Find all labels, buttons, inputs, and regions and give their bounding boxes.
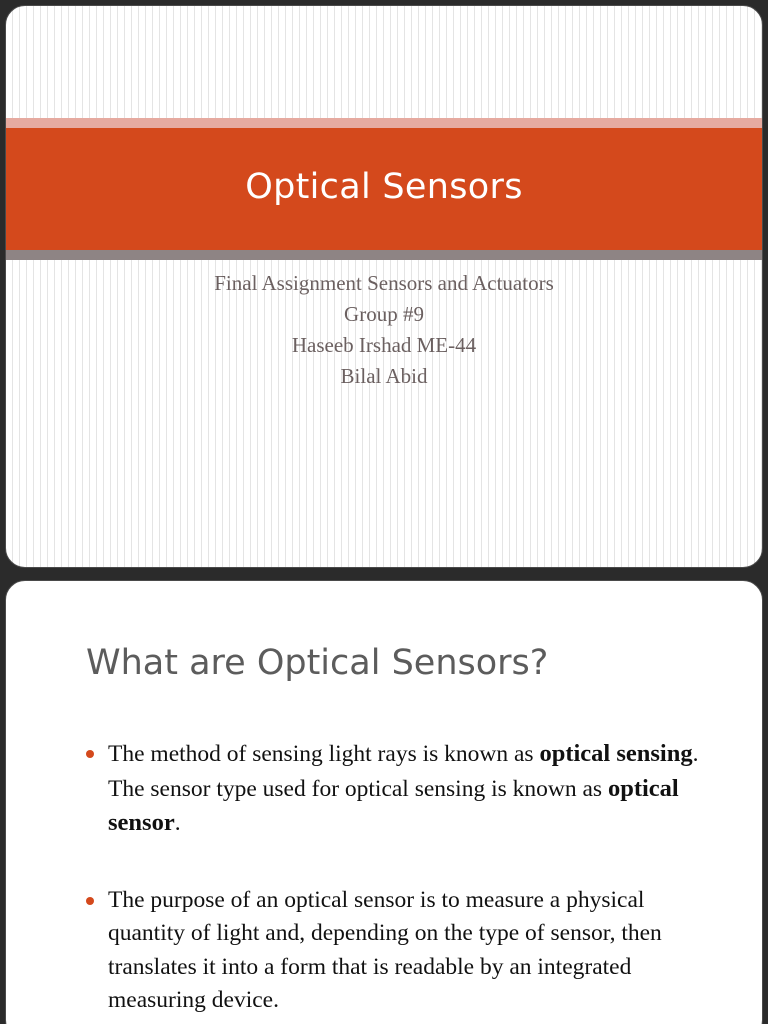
slide-heading: What are Optical Sensors?	[86, 643, 549, 683]
bullet-dot-icon	[86, 897, 94, 905]
bullet-item-purpose	[86, 884, 726, 1018]
bullet-item-definition	[86, 737, 726, 841]
bullet-text-part: The method of sensing light rays is known as	[108, 741, 540, 767]
bullet-dot-icon	[86, 750, 94, 758]
title-slide	[5, 5, 763, 568]
bold-term-optical-sensing: optical sensing	[539, 740, 693, 767]
subtitle-author-1: Haseeb Irshad ME-44	[291, 333, 477, 357]
subtitle-course: Final Assignment Sensors and Actuators	[214, 271, 554, 295]
title-band	[6, 128, 762, 250]
title-accent-stripe-bottom	[6, 250, 762, 260]
slide-title: Optical Sensors	[245, 167, 523, 207]
bold-term-optical-sensor: optical sensor	[108, 774, 679, 836]
subtitle-group: Group #9	[344, 302, 424, 326]
bullet-text-part: .	[174, 810, 181, 836]
title-accent-stripe-top	[6, 118, 762, 128]
content-slide	[5, 580, 763, 1024]
bullet-text: The purpose of an optical sensor is to measure a physical quantity of light and, depending on the type of sensor, then translates it into a form that is readable by an integrated measuring device.	[108, 886, 662, 1013]
bullet-list	[86, 737, 726, 1024]
bullet-text-part: . The sensor type used for optical sensing is known as	[108, 741, 699, 802]
subtitle-author-2: Bilal Abid	[340, 364, 428, 388]
subtitle-block	[6, 268, 762, 392]
